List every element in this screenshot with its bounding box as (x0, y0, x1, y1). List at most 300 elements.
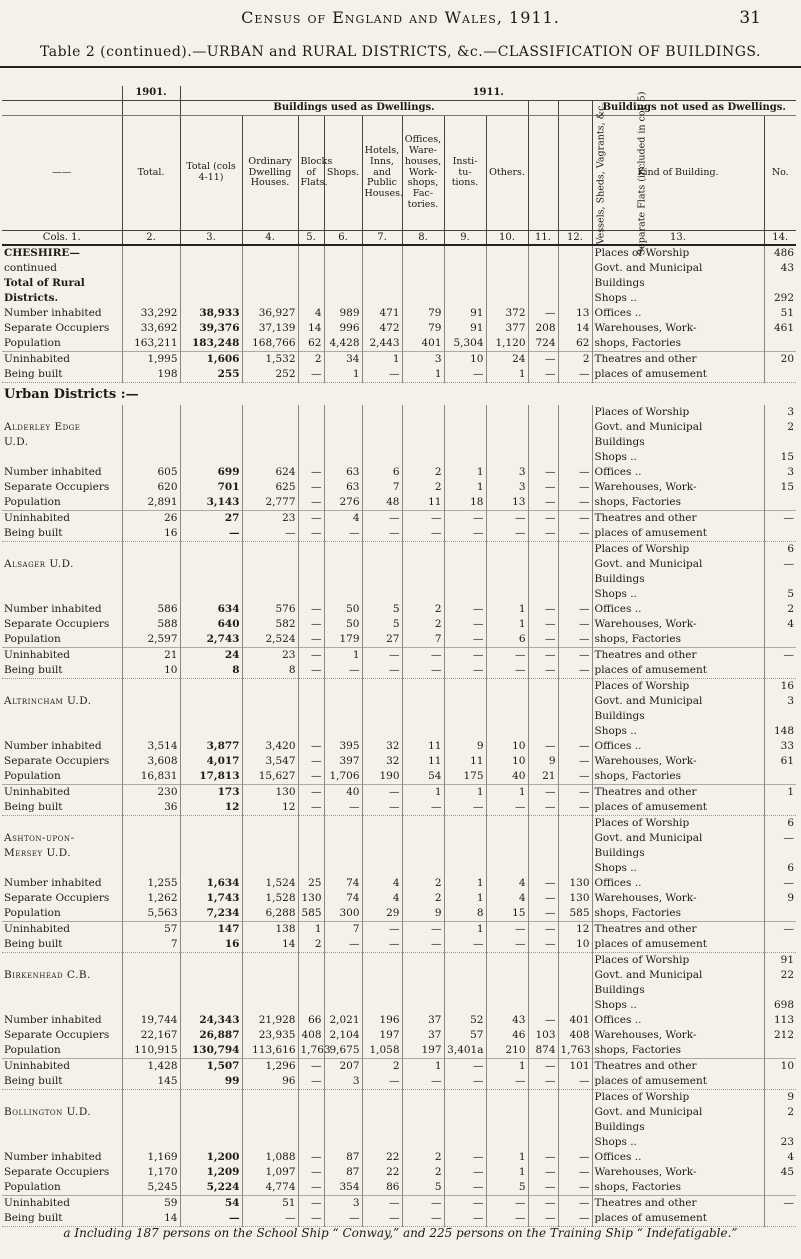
data-cell: 1,634 (180, 876, 242, 891)
data-cell: 26,887 (180, 1028, 242, 1043)
row-label: Population (4, 633, 61, 645)
data-cell: — (362, 785, 402, 801)
data-cell (486, 245, 528, 261)
table-row (2, 663, 796, 679)
data-cell: 2 (402, 876, 444, 891)
data-cell (486, 679, 528, 695)
table-row (2, 367, 796, 383)
data-cell: 2,443 (362, 336, 402, 352)
data-cell: 21 (528, 769, 558, 785)
data-cell: 4 (486, 876, 528, 891)
data-cell (558, 968, 592, 983)
data-cell: 2 (402, 1165, 444, 1180)
row-label: Being built (2, 1074, 122, 1090)
table-row (2, 1196, 796, 1212)
kind-number: 33 (764, 739, 796, 754)
data-cell: 472 (362, 321, 402, 336)
data-cell (242, 679, 298, 695)
data-cell (180, 276, 242, 291)
data-cell: — (558, 526, 592, 542)
kind-number: — (764, 1196, 796, 1212)
data-cell: 63 (324, 480, 362, 495)
colnum: 7. (362, 231, 402, 246)
data-cell (324, 276, 362, 291)
row-label: Separate Occupiers (4, 755, 110, 767)
kind-number (764, 1120, 796, 1135)
data-cell (444, 572, 486, 587)
kind-of-building: Offices .. (592, 876, 764, 891)
kind-of-building: Buildings (592, 572, 764, 587)
kind-number: 113 (764, 1013, 796, 1028)
data-cell (324, 542, 362, 558)
row-label (2, 450, 122, 465)
data-cell: 7 (362, 480, 402, 495)
table-row (2, 291, 796, 306)
data-cell: 87 (324, 1165, 362, 1180)
data-cell: 640 (180, 617, 242, 632)
data-cell: 57 (122, 922, 180, 938)
data-cell: — (528, 1059, 558, 1075)
year-1911: 1911. (180, 86, 796, 101)
data-cell: 874 (528, 1043, 558, 1059)
kind-number: 292 (764, 291, 796, 306)
kind-of-building: Govt. and Municipal (592, 420, 764, 435)
data-cell: 1,706 (324, 769, 362, 785)
data-cell (444, 1135, 486, 1150)
data-cell (486, 1090, 528, 1106)
colnum: 10. (486, 231, 528, 246)
data-cell: — (528, 891, 558, 906)
data-cell: 989 (324, 306, 362, 321)
kind-of-building: Theatres and other (592, 1196, 764, 1212)
kind-of-building: Buildings (592, 1120, 764, 1135)
kind-number: 20 (764, 352, 796, 368)
data-cell: — (528, 906, 558, 922)
data-cell (122, 1135, 180, 1150)
row-label (2, 724, 122, 739)
section-heading-row (2, 383, 796, 406)
footnote: a Including 187 persons on the School Ship “ Conway,” and 225 persons on the Training Ship “ Indefatigable.” (63, 1226, 738, 1240)
table-row (2, 861, 796, 876)
data-cell (558, 998, 592, 1013)
row-label: Ashton-upon- (4, 832, 75, 844)
data-cell: — (298, 769, 324, 785)
kind-number: 2 (764, 420, 796, 435)
data-cell: 2 (402, 465, 444, 480)
data-cell: 99 (180, 1074, 242, 1090)
data-cell: 276 (324, 495, 362, 511)
data-cell (444, 861, 486, 876)
row-label (2, 679, 122, 695)
table-row (2, 321, 796, 336)
data-cell: — (362, 937, 402, 953)
data-cell (298, 291, 324, 306)
data-cell: 16,831 (122, 769, 180, 785)
col-heading-14: No. (764, 116, 796, 231)
data-cell: — (298, 1180, 324, 1196)
row-label (2, 816, 122, 832)
data-cell: 15,627 (242, 769, 298, 785)
kind-number: 4 (764, 617, 796, 632)
colnum: Cols. 1. (2, 231, 122, 246)
row-label: Total of Rural (4, 277, 85, 289)
data-cell: 2 (298, 937, 324, 953)
data-cell: — (324, 800, 362, 816)
data-cell: 22 (362, 1150, 402, 1165)
data-cell: 1 (402, 1059, 444, 1075)
data-cell: — (298, 367, 324, 383)
kind-of-building: Shops .. (592, 1135, 764, 1150)
table-row (2, 435, 796, 450)
kind-of-building: places of amusement (592, 800, 764, 816)
data-cell (180, 450, 242, 465)
data-cell (402, 420, 444, 435)
data-cell: — (558, 465, 592, 480)
kind-number (764, 276, 796, 291)
data-cell: 86 (362, 1180, 402, 1196)
row-label (2, 405, 122, 420)
kind-number: 2 (764, 1105, 796, 1120)
data-cell: 1,532 (242, 352, 298, 368)
data-cell (324, 998, 362, 1013)
data-cell: — (402, 663, 444, 679)
row-label: Uninhabited (2, 648, 122, 664)
data-cell (122, 709, 180, 724)
kind-of-building: Buildings (592, 709, 764, 724)
table-row (2, 648, 796, 664)
kind-number: 9 (764, 891, 796, 906)
data-cell: 3 (486, 480, 528, 495)
data-cell (444, 420, 486, 435)
data-cell: — (298, 1165, 324, 1180)
data-cell: — (362, 663, 402, 679)
table-row (2, 831, 796, 846)
row-label: Uninhabited (2, 1059, 122, 1075)
data-cell: — (298, 1059, 324, 1075)
data-cell (242, 420, 298, 435)
data-cell: 8 (242, 663, 298, 679)
data-cell (298, 542, 324, 558)
data-cell: 5 (362, 602, 402, 617)
data-cell: — (444, 1059, 486, 1075)
col-heading-13: Kind of Building. (592, 116, 764, 231)
data-cell: 147 (180, 922, 242, 938)
row-label (2, 1120, 122, 1135)
data-cell: — (298, 739, 324, 754)
data-cell (402, 557, 444, 572)
data-cell (324, 968, 362, 983)
data-cell: 36 (122, 800, 180, 816)
data-cell (180, 587, 242, 602)
col-heading-8: Offices, Ware-houses, Work-shops, Fac-tories. (402, 116, 444, 231)
data-cell: 103 (528, 1028, 558, 1043)
data-cell: 197 (402, 1043, 444, 1059)
data-cell: — (298, 465, 324, 480)
data-cell (180, 1135, 242, 1150)
data-cell: 16 (122, 526, 180, 542)
data-cell: 57 (444, 1028, 486, 1043)
table-row (2, 983, 796, 998)
row-label: continued (4, 262, 58, 274)
table-row (2, 876, 796, 891)
data-cell (362, 998, 402, 1013)
row-label: Population (4, 770, 61, 782)
data-cell (242, 983, 298, 998)
col-heading-12-text: Separate Flats (included in col. 5) (635, 91, 647, 255)
data-cell: — (486, 800, 528, 816)
data-cell: 2 (558, 352, 592, 368)
table-row (2, 1211, 796, 1227)
row-label: Number inhabited (4, 740, 102, 752)
data-cell: 1 (402, 367, 444, 383)
kind-of-building: Offices .. (592, 739, 764, 754)
table-row (2, 891, 796, 906)
data-cell (362, 435, 402, 450)
kind-of-building: shops, Factories (592, 632, 764, 648)
data-cell: — (242, 526, 298, 542)
data-cell: 130 (558, 891, 592, 906)
data-cell: — (444, 1074, 486, 1090)
table-row (2, 261, 796, 276)
data-cell: 10 (486, 739, 528, 754)
year-header-row (2, 86, 796, 101)
row-label: Alderley Edge (4, 421, 81, 433)
kind-number: 51 (764, 306, 796, 321)
data-cell: — (362, 922, 402, 938)
data-cell (558, 557, 592, 572)
data-cell (324, 709, 362, 724)
column-header-row (2, 116, 796, 231)
data-cell (528, 542, 558, 558)
data-cell: 4 (324, 511, 362, 527)
data-cell (324, 435, 362, 450)
data-cell (528, 587, 558, 602)
data-cell: — (558, 367, 592, 383)
data-cell: — (528, 922, 558, 938)
data-cell: 59 (122, 1196, 180, 1212)
data-cell (528, 261, 558, 276)
col-heading-9: Insti-tu-tions. (444, 116, 486, 231)
kind-number: 698 (764, 998, 796, 1013)
data-cell: — (180, 1211, 242, 1227)
data-cell: 11 (444, 754, 486, 769)
data-cell (242, 816, 298, 832)
data-cell: 1 (402, 785, 444, 801)
data-cell (180, 261, 242, 276)
data-cell: 3,143 (180, 495, 242, 511)
data-cell (444, 709, 486, 724)
data-cell: 1 (486, 367, 528, 383)
data-cell (402, 572, 444, 587)
data-cell: 175 (444, 769, 486, 785)
kind-number: — (764, 511, 796, 527)
kind-number: 9 (764, 1090, 796, 1106)
kind-of-building: places of amusement (592, 367, 764, 383)
data-cell (362, 968, 402, 983)
kind-of-building: Warehouses, Work- (592, 480, 764, 495)
kind-of-building: Buildings (592, 435, 764, 450)
data-cell (242, 861, 298, 876)
data-cell: — (402, 800, 444, 816)
data-cell: 5,563 (122, 906, 180, 922)
data-cell: 7 (402, 632, 444, 648)
data-cell: — (558, 1180, 592, 1196)
kind-number (764, 709, 796, 724)
row-label: Uninhabited (2, 922, 122, 938)
data-cell (528, 572, 558, 587)
data-cell (402, 291, 444, 306)
data-cell: 1 (444, 465, 486, 480)
data-cell: 634 (180, 602, 242, 617)
data-cell: — (362, 367, 402, 383)
data-cell: 2 (298, 352, 324, 368)
data-cell (486, 694, 528, 709)
data-cell: — (528, 739, 558, 754)
data-cell (324, 1105, 362, 1120)
kind-number (764, 800, 796, 816)
data-cell (180, 435, 242, 450)
data-cell: — (402, 1196, 444, 1212)
data-cell: — (528, 465, 558, 480)
kind-number (764, 1211, 796, 1227)
data-cell: 397 (324, 754, 362, 769)
colnum: 8. (402, 231, 444, 246)
table-row (2, 542, 796, 558)
table-row (2, 1105, 796, 1120)
kind-of-building: Places of Worship (592, 1090, 764, 1106)
running-header (0, 6, 801, 30)
table-row (2, 1074, 796, 1090)
data-cell: 5,304 (444, 336, 486, 352)
row-label: Population (4, 337, 61, 349)
colnum: 13. (592, 231, 764, 246)
data-cell: — (444, 1150, 486, 1165)
data-cell (362, 557, 402, 572)
kind-of-building: Shops .. (592, 291, 764, 306)
data-cell: — (324, 937, 362, 953)
kind-number (764, 336, 796, 352)
data-cell (242, 1120, 298, 1135)
table-row (2, 1135, 796, 1150)
data-cell: 1 (486, 1165, 528, 1180)
data-cell: 43 (486, 1013, 528, 1028)
kind-number: 6 (764, 816, 796, 832)
data-cell (298, 679, 324, 695)
kind-of-building: places of amusement (592, 1074, 764, 1090)
col-heading-5: Blocks of Flats. (298, 116, 324, 231)
data-cell: 576 (242, 602, 298, 617)
data-cell: — (324, 663, 362, 679)
data-cell (298, 557, 324, 572)
data-cell: 2,104 (324, 1028, 362, 1043)
kind-of-building: Places of Worship (592, 953, 764, 969)
data-cell (298, 587, 324, 602)
data-cell (362, 709, 402, 724)
data-cell: 14 (242, 937, 298, 953)
data-cell: 8 (180, 663, 242, 679)
data-cell: — (528, 480, 558, 495)
data-cell: — (298, 495, 324, 511)
data-cell: — (558, 495, 592, 511)
data-cell (558, 572, 592, 587)
data-cell (298, 953, 324, 969)
data-cell: 10 (122, 663, 180, 679)
data-cell: 3 (324, 1074, 362, 1090)
data-cell: 1,296 (242, 1059, 298, 1075)
data-cell (324, 816, 362, 832)
data-cell: — (298, 1196, 324, 1212)
table-row (2, 846, 796, 861)
data-cell (180, 557, 242, 572)
data-cell (298, 435, 324, 450)
data-cell: 2 (402, 480, 444, 495)
data-cell: — (180, 526, 242, 542)
kind-of-building: Buildings (592, 276, 764, 291)
kind-of-building: Places of Worship (592, 816, 764, 832)
kind-of-building: shops, Factories (592, 336, 764, 352)
data-cell (122, 261, 180, 276)
data-cell: — (298, 480, 324, 495)
data-cell: 18 (444, 495, 486, 511)
data-cell: 1,524 (242, 876, 298, 891)
data-cell (444, 983, 486, 998)
data-cell: — (402, 937, 444, 953)
table-row (2, 694, 796, 709)
data-cell (122, 846, 180, 861)
data-cell: 196 (362, 1013, 402, 1028)
data-cell (528, 420, 558, 435)
data-cell (324, 450, 362, 465)
data-cell: 996 (324, 321, 362, 336)
data-cell (558, 709, 592, 724)
data-cell: 2,891 (122, 495, 180, 511)
kind-number: 91 (764, 953, 796, 969)
kind-number: 1 (764, 785, 796, 801)
kind-number: 2 (764, 602, 796, 617)
data-cell: 1,120 (486, 336, 528, 352)
data-cell (558, 291, 592, 306)
kind-number: 3 (764, 694, 796, 709)
table-row (2, 306, 796, 321)
data-cell: 9 (444, 739, 486, 754)
data-cell: 1 (444, 480, 486, 495)
col-heading-1: —— (2, 116, 122, 231)
data-cell: 173 (180, 785, 242, 801)
table-row (2, 465, 796, 480)
data-cell: 1 (298, 922, 324, 938)
data-cell: 252 (242, 367, 298, 383)
data-cell: — (298, 602, 324, 617)
colnum: 2. (122, 231, 180, 246)
data-cell: 40 (486, 769, 528, 785)
data-cell (558, 1120, 592, 1135)
data-cell (324, 1135, 362, 1150)
data-cell (122, 831, 180, 846)
kind-of-building: Places of Worship (592, 542, 764, 558)
col-heading-2: Total. (122, 116, 180, 231)
table-row (2, 922, 796, 938)
data-cell: — (558, 739, 592, 754)
data-cell (242, 276, 298, 291)
data-cell: — (558, 648, 592, 664)
data-cell: — (402, 511, 444, 527)
data-cell (180, 245, 242, 261)
data-cell: — (558, 1196, 592, 1212)
data-cell: — (528, 306, 558, 321)
data-cell (444, 694, 486, 709)
table-row (2, 754, 796, 769)
kind-of-building: places of amusement (592, 1211, 764, 1227)
